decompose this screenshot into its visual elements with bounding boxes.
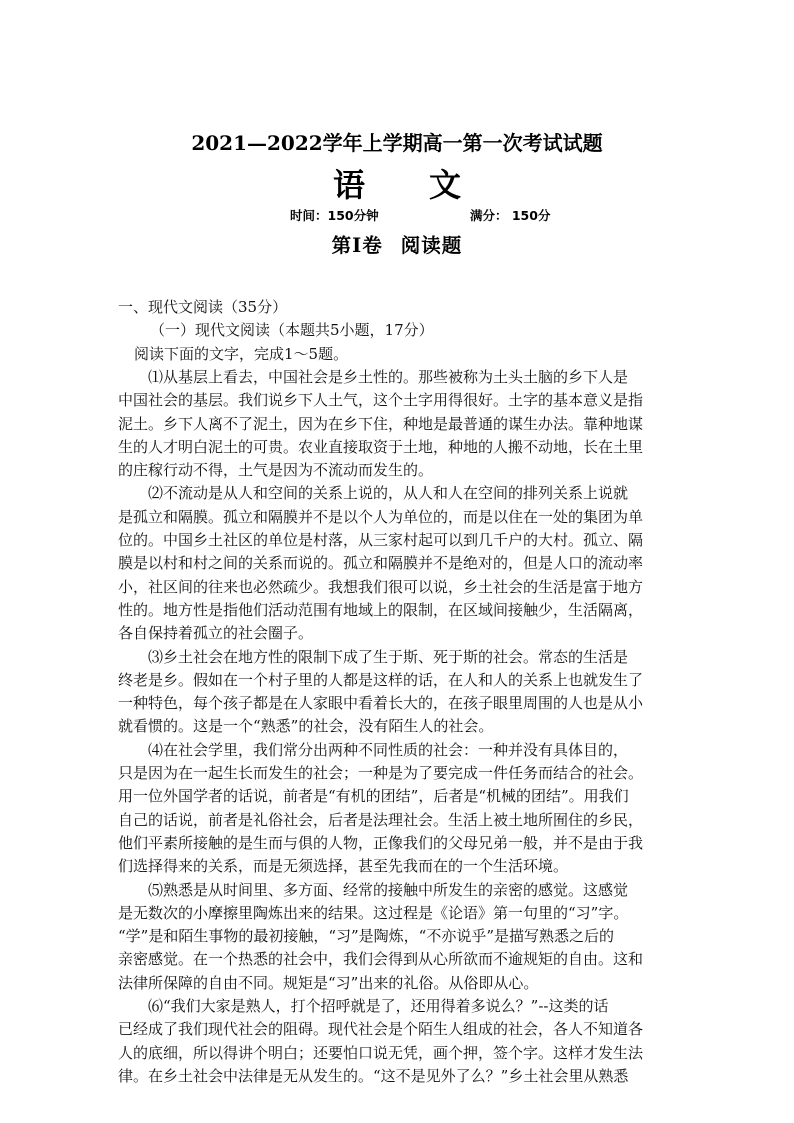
passage-line: 性的。地方性是指他们活动范围有地域上的限制，在区域间接触少，生活隔离， xyxy=(118,600,644,619)
section-heading-line: 一、现代文阅读（35分） xyxy=(118,298,288,316)
subject-title: 语文 xyxy=(332,166,525,204)
passage-line: ⑵不流动是从人和空间的关系上说的，从人和人在空间的排列关系上说就 xyxy=(148,484,629,503)
passage-line: 生的人才明白泥土的可贵。农业直接取资于土地，种地的人搬不动地，长在土里 xyxy=(118,437,644,456)
passage-line: 们选择得来的关系，而是无须选择，甚至先我而在的一个生活环境。 xyxy=(118,857,569,876)
passage-line: 位的。中国乡土社区的单位是村落，从三家村起可以到几千户的大村。孤立、隔 xyxy=(118,531,644,549)
passage-line: 膜是以村和村之间的关系而说的。孤立和隔膜并不是绝对的，但是人口的流动率 xyxy=(118,554,644,573)
section-heading-line: 阅读下面的文字，完成1～5题。 xyxy=(134,344,349,363)
passage-line: ⑷在社会学里，我们常分出两种不同性质的社会：一种并没有具体目的， xyxy=(148,740,629,759)
passage-line: 各自保持着孤立的社会圈子。 xyxy=(118,624,314,643)
volume-title xyxy=(0,230,794,258)
volume-number: 第Ⅰ卷 xyxy=(331,234,383,257)
passage-line: ⑴从基层上看去，中国社会是乡土性的。那些被称为土头土脑的乡下人是 xyxy=(148,367,629,386)
passage-line: “学”是和陌生事物的最初接触，“习”是陶炼，“不亦说乎”是描写熟悉之后的 xyxy=(118,927,615,946)
passage-line: ⑸熟悉是从时间里、多方面、经常的接触中所发生的亲密的感觉。这感觉 xyxy=(148,880,629,899)
passage-line: 法律所保障的自由不同。规矩是“习”出来的礼俗。从俗即从心。 xyxy=(118,973,539,992)
passage-line: 中国社会的基层。我们说乡下人土气，这个土字用得很好。土字的基本意义是指 xyxy=(118,391,644,410)
exam-title: 2021—2022学年上学期高一第一次考试试题 xyxy=(191,131,603,155)
section-heading-line: （一）现代文阅读（本题共5小题，17分） xyxy=(150,321,434,340)
passage-line: ⑹“我们大家是熟人，打个招呼就是了，还用得着多说么？”--这类的话 xyxy=(148,997,609,1015)
passage-line: 只是因为在一起生长而发生的社会；一种是为了要完成一件任务而结合的社会。 xyxy=(118,764,644,782)
score-info: 满分： 150分 xyxy=(470,208,551,223)
volume-name: 阅读题 xyxy=(400,234,463,257)
passage-line: 小，社区间的往来也必然疏少。我想我们很可以说，乡土社会的生活是富于地方 xyxy=(118,577,644,596)
passage-line: 他们平素所接触的是生而与俱的人物，正像我们的父母兄弟一般，并不是由于我 xyxy=(118,833,644,852)
passage-line: ⑶乡土社会在地方性的限制下成了生于斯、死于斯的社会。常态的生活是 xyxy=(148,647,629,666)
passage-line: 人的底细，所以得讲个明白；还要怕口说无凭，画个押，签个字。这样才发生法 xyxy=(118,1043,644,1062)
passage-line: 终老是乡。假如在一个村子里的人都是这样的话，在人和人的关系上也就发生了 xyxy=(118,670,644,689)
passage-line: 用一位外国学者的话说，前者是“有机的团结”，后者是“机械的团结”。用我们 xyxy=(118,787,629,806)
passage-line: 已经成了我们现代社会的阻碍。现代社会是个陌生人组成的社会，各人不知道各 xyxy=(118,1020,644,1039)
passage-line: 泥土。乡下人离不了泥土，因为在乡下住，种地是最普通的谋生办法。靠种地谋 xyxy=(118,414,644,433)
passage-line: 自己的话说，前者是礼俗社会，后者是法理社会。生活上被土地所囿住的乡民， xyxy=(118,810,644,829)
time-info: 时间：150分钟 xyxy=(290,208,379,223)
passage-line: 律。在乡土社会中法律是无从发生的。“这不是见外了么？”乡土社会里从熟悉 xyxy=(118,1066,629,1085)
passage-line: 的庄稼行动不得，土气是因为不流动而发生的。 xyxy=(118,461,434,480)
passage-line: 是孤立和隔膜。孤立和隔膜并不是以个人为单位的，而是以住在一处的集团为单 xyxy=(118,507,644,526)
passage-line: 是无数次的小摩擦里陶炼出来的结果。这过程是《论语》第一句里的“习”字。 xyxy=(118,903,629,922)
passage-line: 就看惯的。这是一个“熟悉”的社会，没有陌生人的社会。 xyxy=(118,717,494,736)
passage-line: 一种特色，每个孩子都是在人家眼中看着长大的，在孩子眼里周围的人也是从小 xyxy=(118,694,644,713)
passage-line: 亲密感觉。在一个热悉的社会中，我们会得到从心所欲而不逾规矩的自由。这和 xyxy=(118,950,644,969)
